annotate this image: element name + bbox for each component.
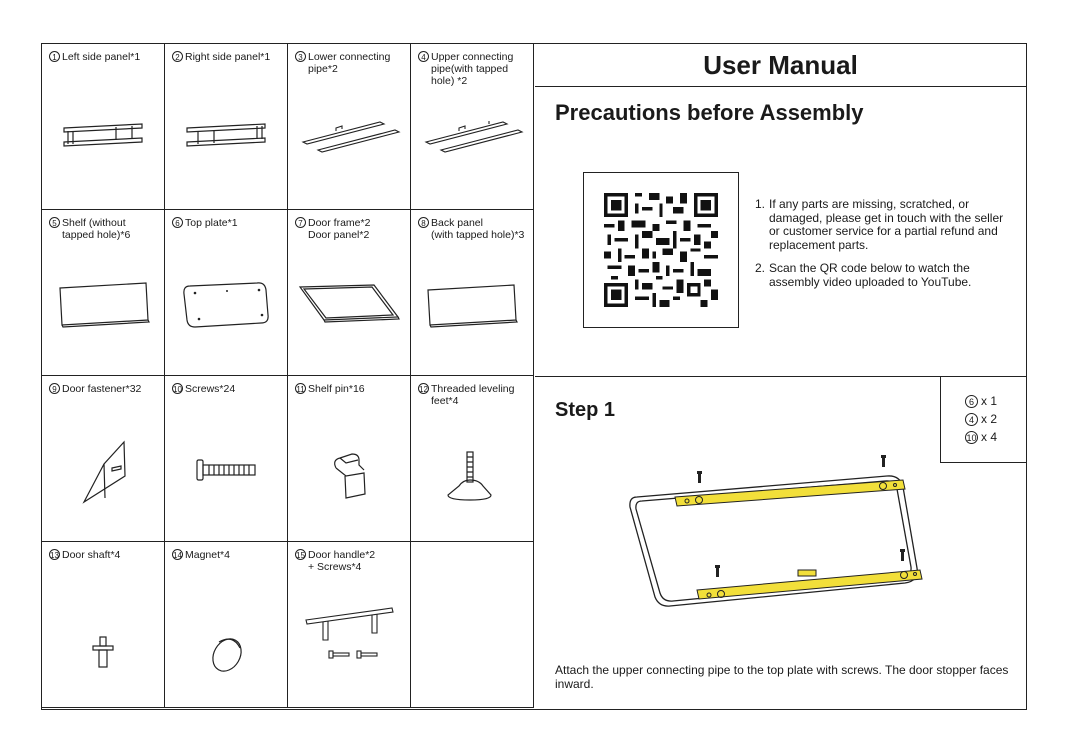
magnet-icon (165, 582, 288, 704)
part-label: Magnet*4 (185, 549, 230, 561)
part-cell-6 (165, 210, 288, 376)
part-label: Threaded leveling feet*4 (431, 383, 515, 407)
part-number: 1 (49, 51, 60, 62)
part-cell-9 (42, 376, 165, 542)
part-cell-14 (165, 542, 288, 708)
screw-icon (165, 416, 288, 538)
part-number: 11 (296, 385, 305, 394)
door-fastener-icon (42, 416, 165, 538)
part-cell-5 (42, 210, 165, 376)
precautions-section (535, 86, 1026, 377)
leveling-foot-icon (411, 416, 534, 538)
part-number: 7 (295, 217, 306, 228)
shelf-icon (42, 250, 165, 372)
part-cell-3 (288, 44, 411, 210)
list-item: 1. If any parts are missing, scratched, or damaged, please get in touch with the seller or customer service for a partial refund and replacement parts. (755, 197, 1004, 252)
part-label: Right side panel*1 (185, 51, 271, 63)
precautions-title: Precautions before Assembly (555, 100, 864, 125)
list-item: 2. Scan the QR code below to watch the assembly video uploaded to YouTube. (755, 261, 972, 289)
top-plate-icon (165, 250, 288, 372)
part-number: 12 (419, 385, 428, 394)
part-cell-8 (411, 210, 534, 376)
part-number: 6 (172, 217, 183, 228)
door-frame-icon (288, 250, 411, 372)
part-label: Door handle*2 + Screws*4 (308, 549, 376, 573)
part-number: 2 (172, 51, 183, 62)
part-number: 14 (173, 551, 182, 560)
precautions-list (755, 198, 1017, 299)
qr-code-icon[interactable] (604, 193, 718, 307)
parts-quantity-box (940, 377, 1026, 463)
side-panel-icon (42, 84, 165, 206)
part-label: Back panel (with tapped hole)*3 (431, 217, 525, 241)
part-label: Lower connecting pipe*2 (308, 51, 391, 75)
lower-pipe-icon (288, 84, 411, 206)
part-cell-10 (165, 376, 288, 542)
door-handle-icon (288, 582, 411, 704)
part-cell-1 (42, 44, 165, 210)
part-label: Left side panel*1 (62, 51, 141, 63)
part-label: Screws*24 (185, 383, 236, 395)
part-number: 8 (418, 217, 429, 228)
part-cell-13 (42, 542, 165, 708)
part-label: Top plate*1 (185, 217, 238, 229)
part-number: 5 (49, 217, 60, 228)
part-cell-2 (165, 44, 288, 210)
part-number: 9 (49, 383, 60, 394)
part-label: Door shaft*4 (62, 549, 121, 561)
part-number: 3 (295, 51, 306, 62)
step-title: Step 1 (555, 399, 616, 421)
page-title: User Manual (535, 44, 1026, 87)
part-label: Door fastener*32 (62, 383, 142, 395)
upper-pipe-highlight (675, 480, 922, 599)
part-cell-4 (411, 44, 534, 210)
step-instruction: Attach the upper connecting pipe to the top plate with screws. The door stopper faces inward. (555, 663, 1009, 691)
part-number: 4 (418, 51, 429, 62)
part-number: 10 (173, 385, 182, 394)
qr-frame[interactable] (583, 172, 739, 328)
assembly-diagram (615, 447, 935, 617)
part-cell-12 (411, 376, 534, 542)
upper-pipe-icon (411, 84, 534, 206)
quantity-row: 4 x 2 (965, 412, 997, 426)
step-1-section (535, 377, 1026, 709)
part-label: Shelf pin*16 (308, 383, 365, 395)
back-panel-icon (411, 250, 534, 372)
parts-list (42, 44, 535, 709)
part-label: Upper connecting pipe(with tapped hole) *2 (431, 51, 514, 87)
part-cell-11 (288, 376, 411, 542)
quantity-row: 10 x 4 (966, 430, 998, 444)
side-panel-icon (165, 84, 288, 206)
part-label: Door frame*2 Door panel*2 (308, 217, 371, 241)
empty-cell (411, 542, 534, 708)
quantity-row: 6 x 1 (965, 394, 997, 408)
part-label: Shelf (without tapped hole)*6 (62, 217, 131, 241)
part-cell-15 (288, 542, 411, 708)
part-number: 15 (296, 551, 305, 560)
manual-sheet (41, 43, 1027, 710)
manual-panel (535, 44, 1026, 709)
door-shaft-icon (42, 582, 165, 704)
part-number: 13 (50, 551, 59, 560)
part-cell-7 (288, 210, 411, 376)
shelf-pin-icon (288, 416, 411, 538)
